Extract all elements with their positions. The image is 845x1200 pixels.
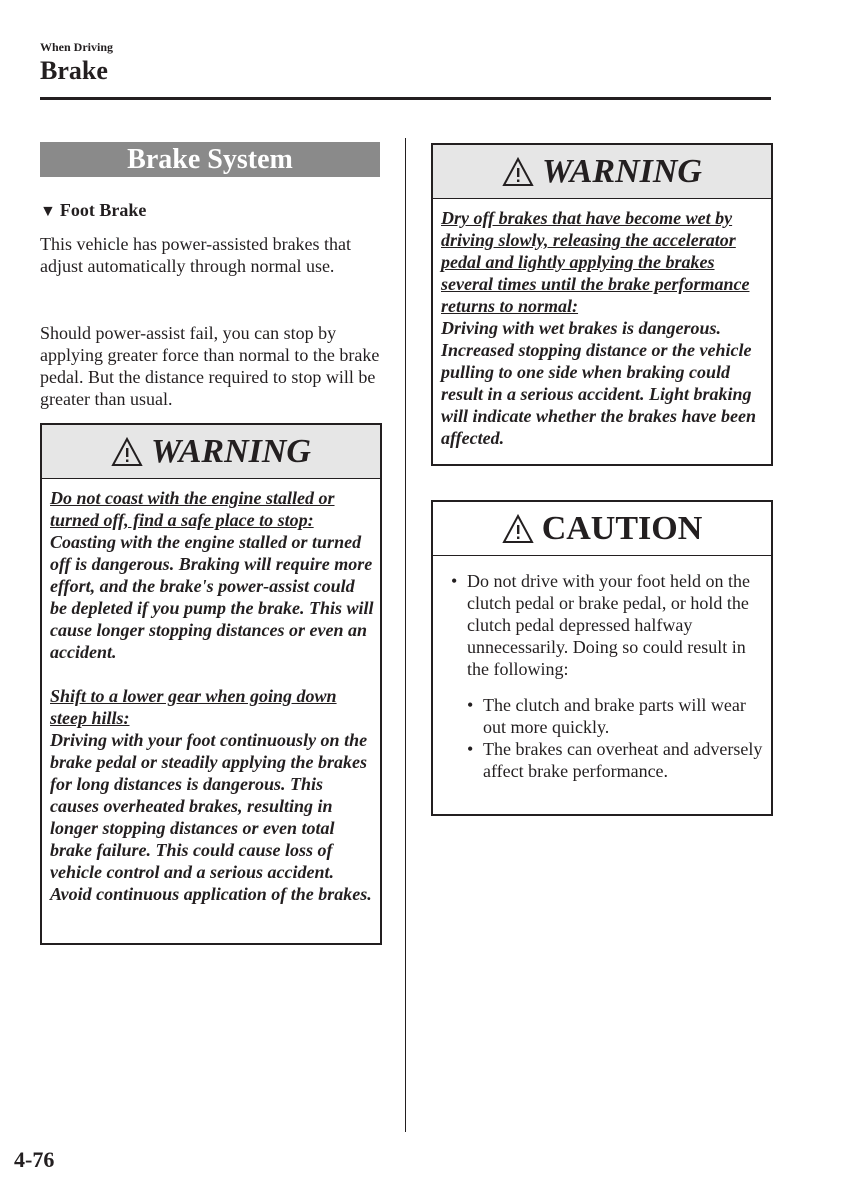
warning-lead: Dry off brakes that have become wet by driving slowly, releasing the accelerator pedal and lightly applying the brakes several times until the brake performance returns to normal: — [441, 208, 750, 316]
bullet-dot: • — [451, 571, 458, 591]
page-number: 4-76 — [14, 1147, 55, 1172]
header-rule — [40, 97, 771, 100]
warning-title: WARNING — [151, 432, 311, 470]
warning-lead: Do not coast with the engine stalled or turned off, find a safe place to stop: — [50, 488, 335, 530]
sub-bullet-text: The clutch and brake parts will wear out more quickly. — [483, 695, 746, 737]
warning-box — [431, 143, 773, 466]
sub-bullet-item — [467, 694, 763, 738]
bullet-dot: • — [467, 695, 474, 715]
body-paragraph: Should power-assist fail, you can stop by applying greater force than normal to the brake pedal. But the distance required to stop will be greater than usual. — [40, 323, 380, 409]
warning-box-header — [433, 145, 771, 199]
subheading-text: Foot Brake — [59, 200, 147, 220]
warning-triangle-icon — [111, 437, 143, 467]
warning-box-header — [42, 425, 380, 479]
bullet-item — [451, 570, 763, 680]
bullet-dot: • — [467, 739, 474, 759]
sub-bullet-item — [467, 738, 763, 782]
warning-body — [42, 479, 380, 905]
section-title: Brake — [40, 56, 108, 85]
sub-bullet-list — [451, 694, 763, 782]
column-divider — [405, 138, 406, 1132]
triangle-down-icon: ▼ — [40, 203, 56, 220]
bullet-text: Do not drive with your foot held on the clutch pedal or brake pedal, or hold the clutch pedal depressed halfway unnecessarily. Doing so could result in the following: — [467, 571, 750, 679]
body-paragraph: This vehicle has power-assisted brakes that adjust automatically through normal use. — [40, 234, 352, 276]
sub-bullet-text: The brakes can overheat and adversely affect brake performance. — [483, 739, 763, 781]
caution-body — [433, 556, 771, 782]
caution-box — [431, 500, 773, 816]
subheading — [40, 199, 146, 223]
warning-text: Driving with your foot continuously on the brake pedal or steadily applying the brakes for long distances is dangerous. This causes overheated brakes, resulting in longer stopping distances or even total brake failure. This could cause loss of vehicle control and a serious accident. Avoid continuous application of the brakes. — [50, 730, 372, 904]
warning-triangle-icon — [502, 157, 534, 187]
warning-lead: Shift to a lower gear when going down steep hills: — [50, 686, 337, 728]
topic-title-bar: Brake System — [40, 142, 380, 177]
warning-title: WARNING — [542, 152, 702, 190]
caution-title: CAUTION — [541, 509, 703, 547]
warning-triangle-icon — [502, 514, 534, 544]
warning-body — [433, 199, 771, 449]
warning-text: Driving with wet brakes is dangerous. Increased stopping distance or the vehicle pulling to one side when braking could result in a serious accident. Light braking will indicate whether the brakes have been affected. — [441, 318, 756, 448]
warning-text: Coasting with the engine stalled or turned off is dangerous. Braking will require more effort, and the brake's power-assist could be depleted if you pump the brake. This will cause longer stopping distances or even an accident. — [50, 532, 374, 662]
warning-box — [40, 423, 382, 945]
caution-box-header — [433, 502, 771, 556]
running-head: When Driving — [40, 40, 114, 54]
